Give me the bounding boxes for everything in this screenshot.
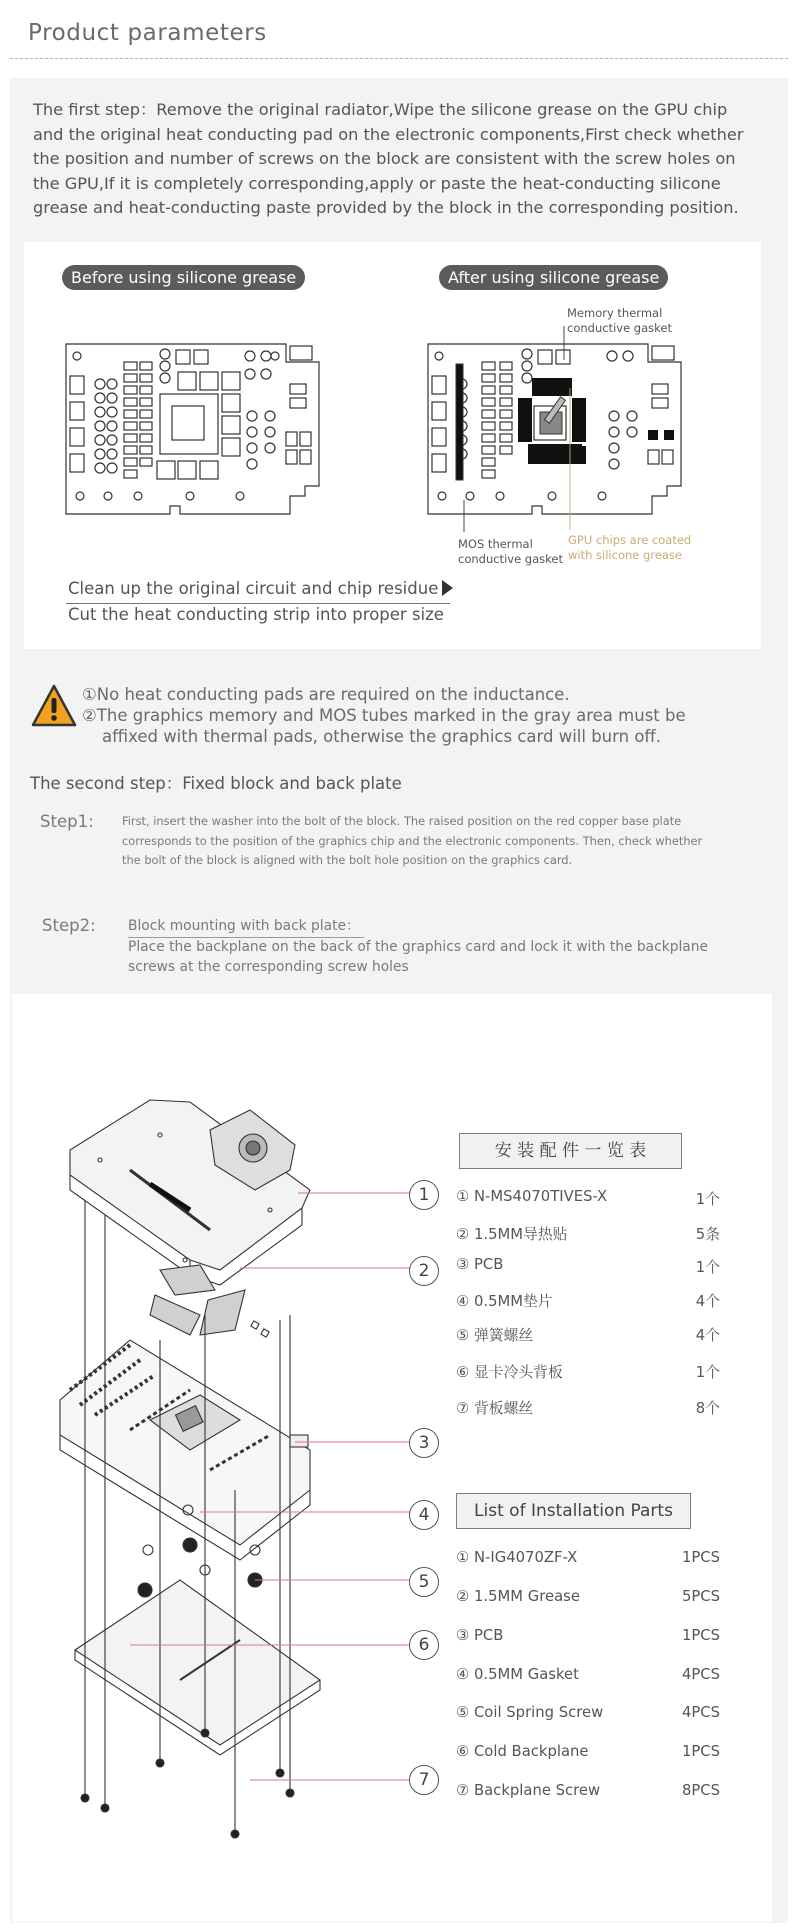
en-part-name: ④ 0.5MM Gasket — [456, 1666, 579, 1683]
cn-part-qty: 5条 — [695, 1226, 720, 1243]
step2-heading: Block mounting with back plate： — [128, 917, 364, 938]
cn-part-name: ③ PCB — [456, 1256, 504, 1273]
step-one-intro: The first step：Remove the original radiator,Wipe the silicone grease on the GPU chip and the original heat conducting pad on the electronic components,First check whether the position and number of screws on the block are consistent with the screw holes on the GPU,If it is completely corresponding,apply or paste the heat-conducting silicone grease and heat-conducting paste provided by the block in the corresponding position. — [33, 100, 744, 217]
cn-part-name: ⑥ 显卡冷头背板 — [456, 1364, 563, 1381]
cn-part-qty: 4个 — [695, 1293, 720, 1310]
caption-divider — [66, 603, 450, 604]
callout-2: 2 — [409, 1256, 439, 1286]
annotation-lines — [440, 300, 700, 565]
en-part-qty: 1PCS — [681, 1549, 720, 1566]
title-divider — [10, 58, 788, 59]
parts-list-cn-title: 安 装 配 件 一 览 表 — [459, 1133, 682, 1169]
en-part-name: ③ PCB — [456, 1627, 504, 1644]
mos-gasket-annotation: MOS thermal conductive gasket — [458, 537, 563, 566]
callout-5: 5 — [409, 1567, 439, 1597]
callout-6: 6 — [409, 1630, 439, 1660]
cn-part-qty: 1个 — [695, 1364, 720, 1381]
cn-part-name: ① N-MS4070TIVES-X — [456, 1188, 608, 1205]
warning-line-3: affixed with thermal pads, otherwise the graphics card will burn off. — [102, 727, 662, 746]
cn-part-name: ④ 0.5MM垫片 — [456, 1293, 553, 1310]
callout-7: 7 — [409, 1765, 439, 1795]
callout-1: 1 — [409, 1180, 439, 1210]
en-part-qty: 4PCS — [681, 1666, 720, 1683]
en-part-qty: 8PCS — [681, 1782, 720, 1799]
cn-part-name: ⑦ 背板螺丝 — [456, 1400, 534, 1417]
cn-part-qty: 1个 — [695, 1191, 720, 1208]
cn-part-qty: 1个 — [695, 1259, 720, 1276]
step1-label: Step1: — [40, 812, 94, 831]
step1-body: First, insert the washer into the bolt of the block. The raised position on the red copper base plate corresponds to the position of the graphics chip and the electronic components. Then, check whether the bolt of the block is aligned with the bolt hole position on the graphics card. — [122, 814, 703, 867]
memory-gasket-annotation: Memory thermal conductive gasket — [567, 306, 672, 335]
en-part-name: ⑥ Cold Backplane — [456, 1743, 589, 1760]
cn-part-qty: 8个 — [695, 1400, 720, 1417]
callout-4: 4 — [409, 1500, 439, 1530]
step2-label: Step2: — [42, 916, 96, 935]
en-part-qty: 5PCS — [681, 1588, 720, 1605]
en-part-qty: 1PCS — [681, 1627, 720, 1644]
cn-part-qty: 4个 — [695, 1327, 720, 1344]
play-arrow-icon — [442, 580, 453, 596]
warning-icon — [30, 683, 78, 729]
callout-3: 3 — [409, 1428, 439, 1458]
step2-body: Place the backplane on the back of the graphics card and lock it with the backplane screws at the corresponding screw holes — [128, 939, 708, 975]
clean-caption: Clean up the original circuit and chip residue — [68, 579, 453, 598]
cn-part-name: ⑤ 弹簧螺丝 — [456, 1327, 534, 1344]
warning-line-1: ①No heat conducting pads are required on the inductance. — [82, 685, 570, 704]
cn-part-name: ② 1.5MM导热贴 — [456, 1226, 568, 1243]
before-label: Before using silicone grease — [62, 265, 305, 290]
en-part-name: ⑦ Backplane Screw — [456, 1782, 601, 1799]
en-part-name: ① N-IG4070ZF-X — [456, 1549, 578, 1566]
step-two-title: The second step：Fixed block and back plate — [30, 774, 402, 793]
page-title: Product parameters — [28, 20, 267, 46]
cut-caption: Cut the heat conducting strip into proper size — [68, 605, 444, 624]
en-part-qty: 4PCS — [681, 1704, 720, 1721]
after-label: After using silicone grease — [439, 265, 668, 290]
pcb-before-diagram — [60, 336, 325, 524]
warning-line-2: ②The graphics memory and MOS tubes marked in the gray area must be — [82, 706, 686, 725]
en-part-name: ⑤ Coil Spring Screw — [456, 1704, 604, 1721]
parts-list-en-title: List of Installation Parts — [456, 1493, 691, 1529]
en-part-name: ② 1.5MM Grease — [456, 1588, 580, 1605]
en-part-qty: 1PCS — [681, 1743, 720, 1760]
gpu-coated-annotation: GPU chips are coated with silicone grease — [568, 533, 692, 562]
exploded-assembly-diagram — [40, 1090, 440, 1870]
